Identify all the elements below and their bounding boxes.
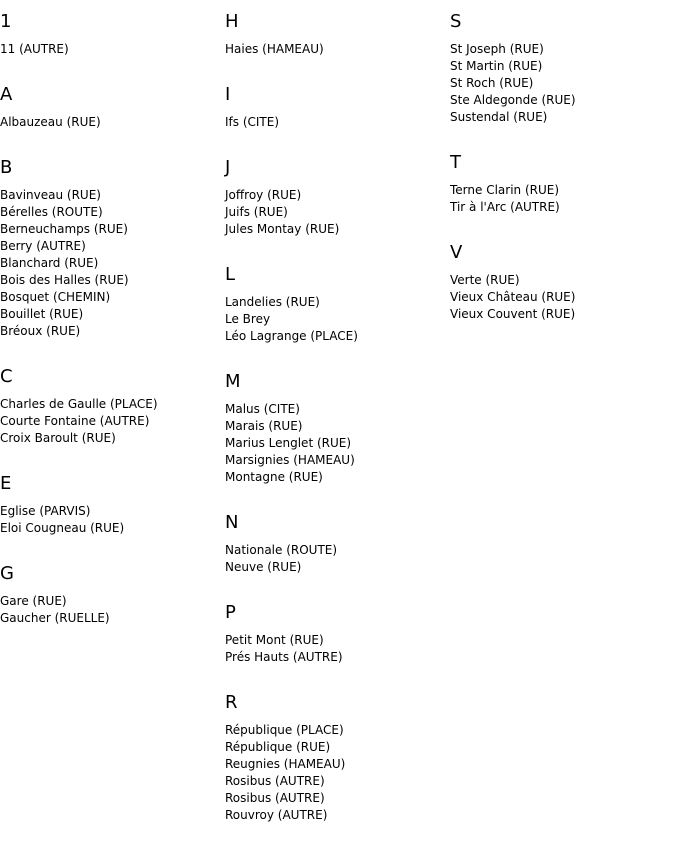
- letter-group-g: [0, 563, 220, 627]
- street-link[interactable]: Vieux Couvent (RUE): [450, 307, 576, 321]
- street-link[interactable]: République (RUE): [225, 740, 331, 754]
- letter-group-m: [225, 371, 445, 486]
- letter-group-a: [0, 84, 220, 131]
- letter-group-e: [0, 473, 220, 537]
- letter-group-j: [225, 157, 445, 238]
- street-link[interactable]: Léo Lagrange (PLACE): [225, 329, 358, 343]
- street-link[interactable]: St Roch (RUE): [450, 76, 534, 90]
- street-link[interactable]: Joffroy (RUE): [225, 188, 302, 202]
- letter-heading: M: [225, 371, 241, 392]
- street-link[interactable]: Reugnies (HAMEAU): [225, 757, 346, 771]
- street-link[interactable]: Eglise (PARVIS): [0, 504, 91, 518]
- letter-heading: E: [0, 473, 12, 494]
- letter-heading: C: [0, 366, 13, 387]
- letter-heading: N: [225, 512, 239, 533]
- street-link[interactable]: Ste Aldegonde (RUE): [450, 93, 576, 107]
- street-link[interactable]: Vieux Château (RUE): [450, 290, 576, 304]
- letter-group-c: [0, 366, 220, 447]
- street-link[interactable]: Croix Baroult (RUE): [0, 431, 116, 445]
- street-link[interactable]: St Joseph (RUE): [450, 42, 544, 56]
- street-link[interactable]: Blanchard (RUE): [0, 256, 99, 270]
- letter-heading: A: [0, 84, 13, 105]
- street-link[interactable]: 11 (AUTRE): [0, 42, 69, 56]
- street-link[interactable]: Rosibus (AUTRE): [225, 791, 325, 805]
- letter-group-i: [225, 84, 445, 131]
- street-link[interactable]: Bosquet (CHEMIN): [0, 290, 111, 304]
- street-link[interactable]: Courte Fontaine (AUTRE): [0, 414, 150, 428]
- street-link[interactable]: Nationale (ROUTE): [225, 543, 338, 557]
- letter-group-1: [0, 11, 220, 58]
- letter-group-b: [0, 157, 220, 340]
- street-link[interactable]: Ifs (CITE): [225, 115, 280, 129]
- letter-heading: S: [450, 11, 462, 32]
- street-link[interactable]: Bois des Halles (RUE): [0, 273, 129, 287]
- street-link[interactable]: Malus (CITE): [225, 402, 300, 416]
- letter-group-p: [225, 602, 445, 666]
- letter-heading: 1: [0, 11, 12, 32]
- letter-heading: B: [0, 157, 13, 178]
- street-link[interactable]: Eloi Cougneau (RUE): [0, 521, 125, 535]
- street-link[interactable]: Juifs (RUE): [225, 205, 288, 219]
- street-link[interactable]: Jules Montay (RUE): [225, 222, 340, 236]
- street-link[interactable]: Landelies (RUE): [225, 295, 320, 309]
- street-link[interactable]: Bouillet (RUE): [0, 307, 84, 321]
- letter-heading: G: [0, 563, 14, 584]
- street-link[interactable]: Bréoux (RUE): [0, 324, 81, 338]
- street-link[interactable]: Berneuchamps (RUE): [0, 222, 128, 236]
- letter-heading: J: [225, 157, 231, 178]
- letter-group-s: [450, 11, 670, 126]
- street-link[interactable]: Rosibus (AUTRE): [225, 774, 325, 788]
- letter-group-t: [450, 152, 670, 216]
- street-link[interactable]: Gare (RUE): [0, 594, 67, 608]
- letter-group-r: [225, 692, 445, 824]
- street-column-2: [225, 11, 445, 850]
- letter-heading: L: [225, 264, 236, 285]
- street-link[interactable]: Marius Lenglet (RUE): [225, 436, 352, 450]
- street-link[interactable]: Charles de Gaulle (PLACE): [0, 397, 158, 411]
- street-link[interactable]: Marais (RUE): [225, 419, 303, 433]
- letter-group-n: [225, 512, 445, 576]
- street-link[interactable]: Gaucher (RUELLE): [0, 611, 110, 625]
- street-link[interactable]: Haies (HAMEAU): [225, 42, 324, 56]
- letter-heading: P: [225, 602, 236, 623]
- street-link[interactable]: Montagne (RUE): [225, 470, 323, 484]
- letter-heading: H: [225, 11, 239, 32]
- letter-heading: V: [450, 242, 463, 263]
- street-link[interactable]: St Martin (RUE): [450, 59, 543, 73]
- street-link[interactable]: Sustendal (RUE): [450, 110, 548, 124]
- street-link[interactable]: Le Brey: [225, 312, 271, 326]
- street-column-3: [450, 11, 670, 349]
- street-link[interactable]: Rouvroy (AUTRE): [225, 808, 328, 822]
- street-column-1: [0, 11, 220, 653]
- street-link[interactable]: Bavinveau (RUE): [0, 188, 101, 202]
- letter-heading: R: [225, 692, 238, 713]
- letter-heading: I: [225, 84, 231, 105]
- street-link[interactable]: Neuve (RUE): [225, 560, 302, 574]
- street-link[interactable]: Petit Mont (RUE): [225, 633, 324, 647]
- letter-group-v: [450, 242, 670, 323]
- street-link[interactable]: République (PLACE): [225, 723, 344, 737]
- street-link[interactable]: Albauzeau (RUE): [0, 115, 101, 129]
- street-link[interactable]: Verte (RUE): [450, 273, 520, 287]
- street-link[interactable]: Tir à l'Arc (AUTRE): [450, 200, 560, 214]
- street-link[interactable]: Marsignies (HAMEAU): [225, 453, 355, 467]
- street-link[interactable]: Bérelles (ROUTE): [0, 205, 103, 219]
- letter-heading: T: [450, 152, 461, 173]
- street-link[interactable]: Terne Clarin (RUE): [450, 183, 560, 197]
- letter-group-l: [225, 264, 445, 345]
- street-link[interactable]: Berry (AUTRE): [0, 239, 86, 253]
- street-link[interactable]: Prés Hauts (AUTRE): [225, 650, 343, 664]
- letter-group-h: [225, 11, 445, 58]
